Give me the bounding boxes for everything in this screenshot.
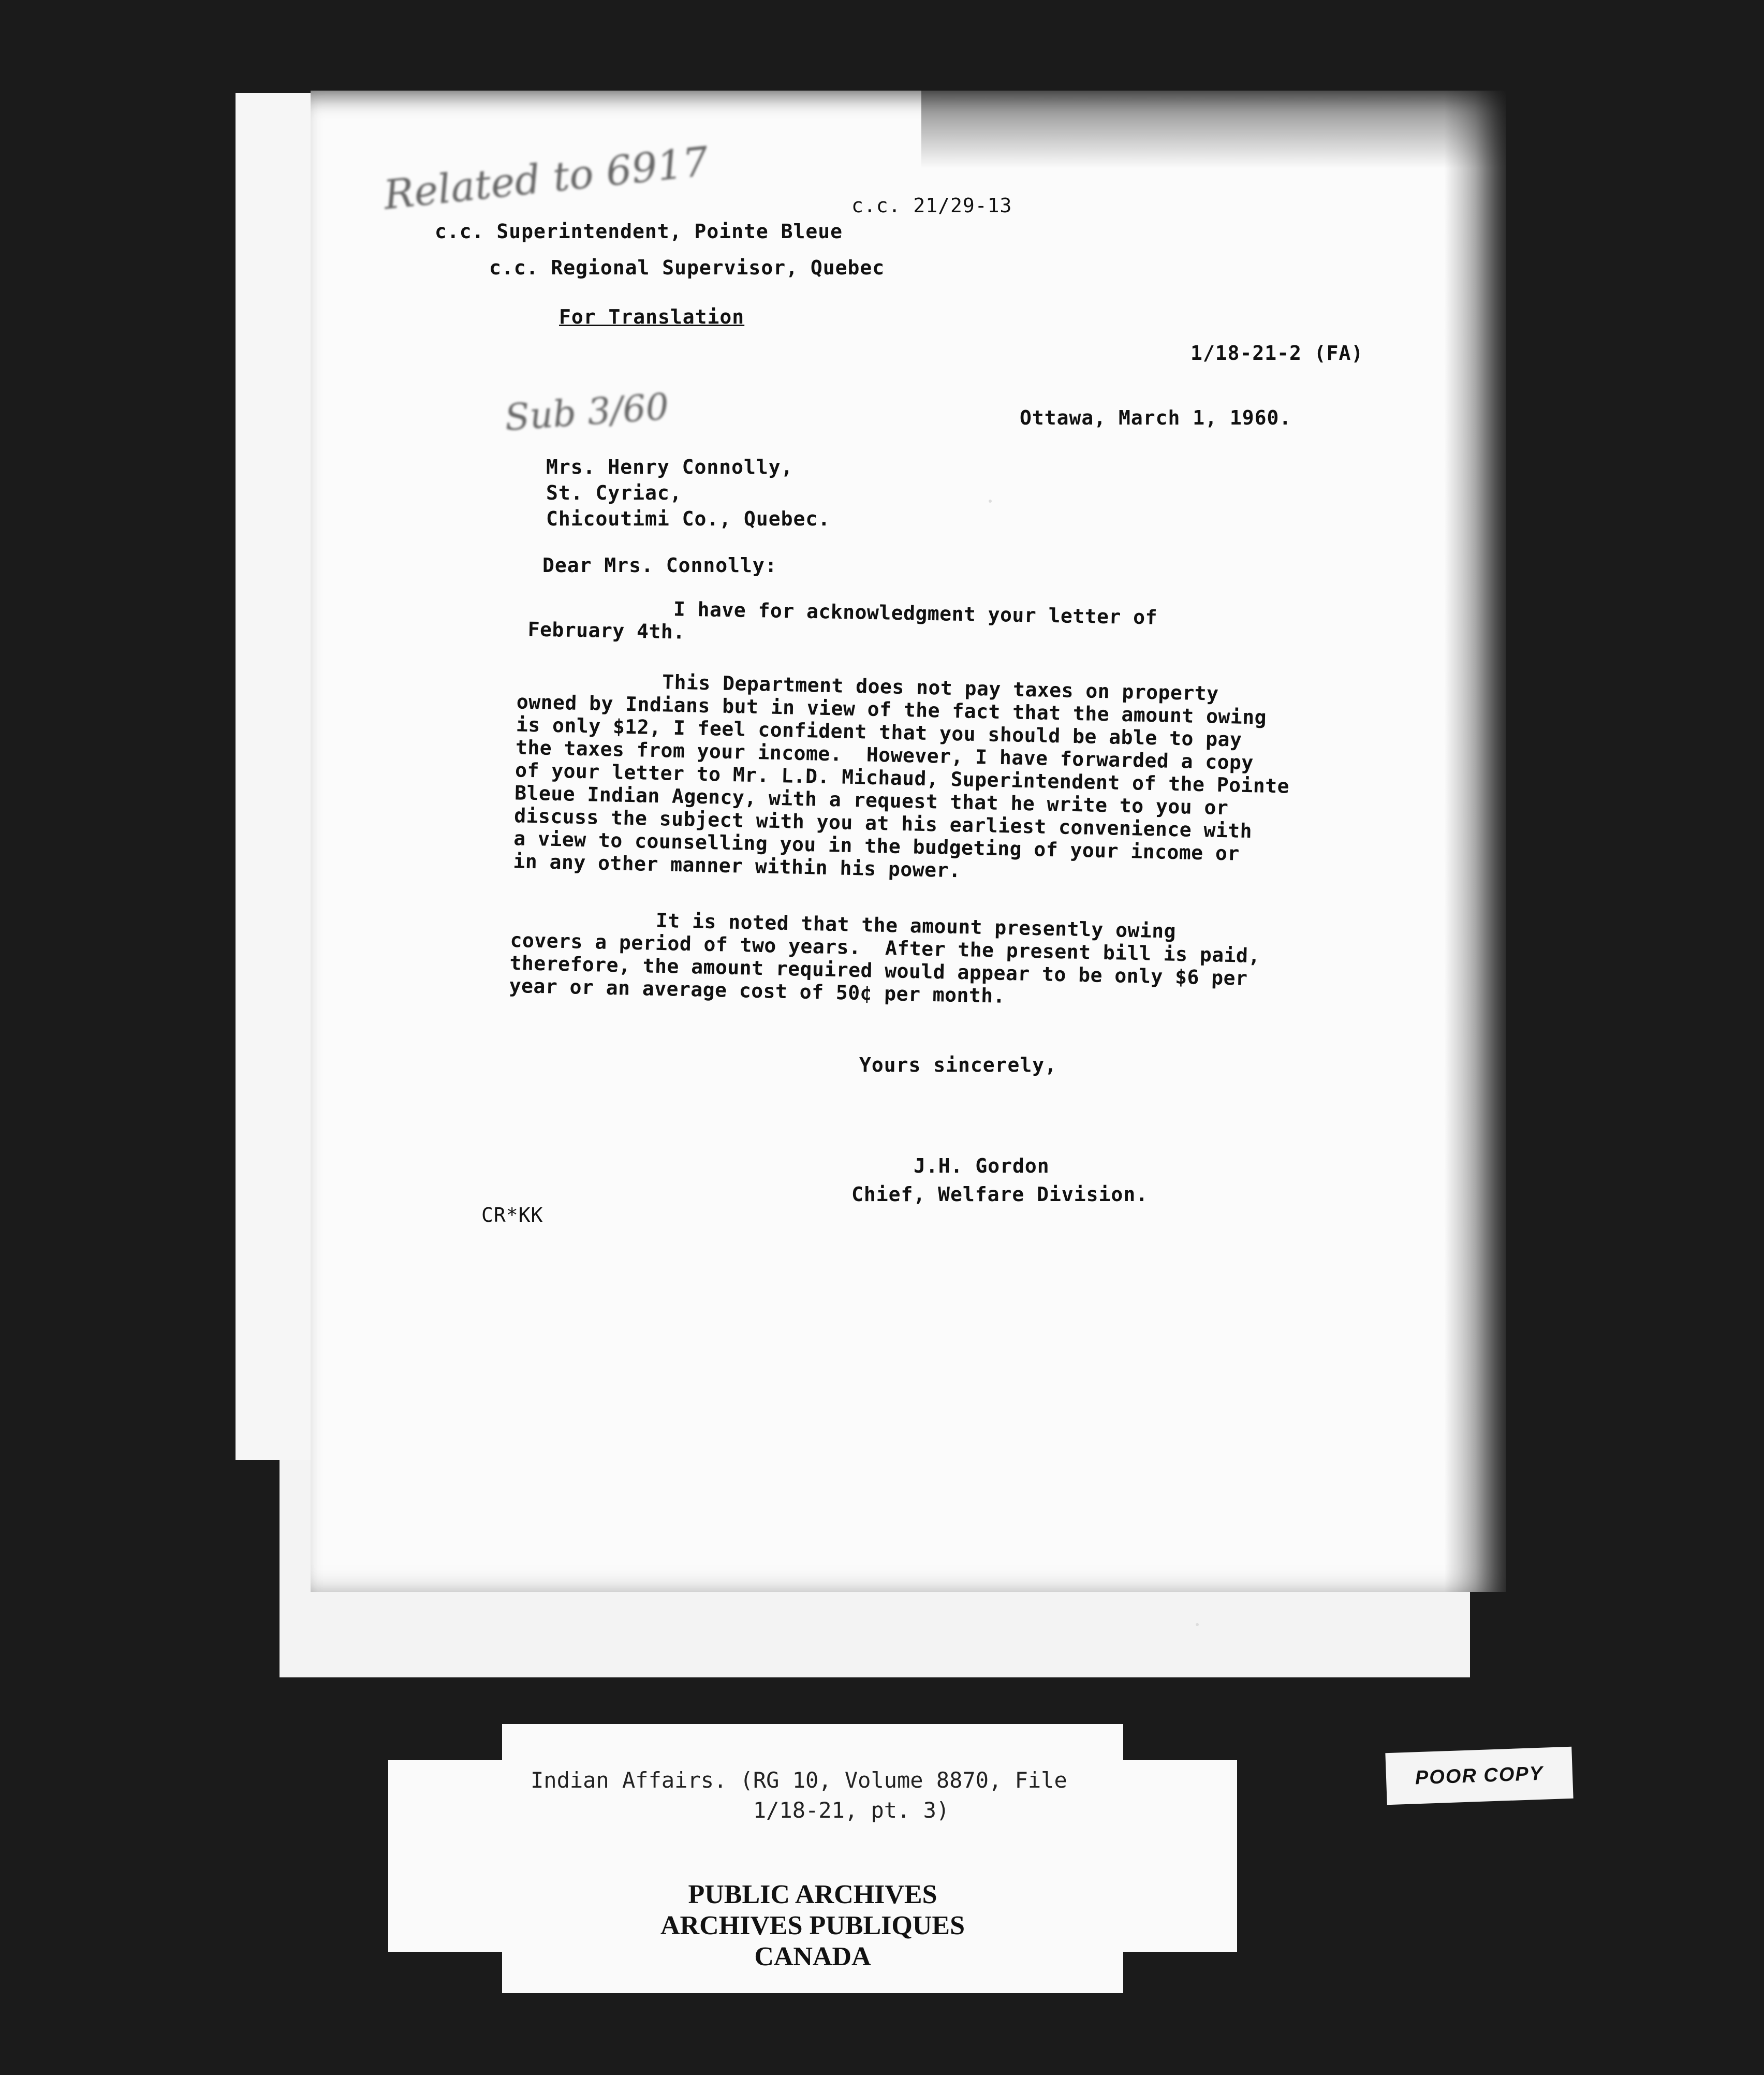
for-translation: For Translation bbox=[559, 305, 745, 328]
archive-line-3: CANADA bbox=[754, 1942, 871, 1971]
signatory-name: J.H. Gordon bbox=[914, 1155, 1050, 1177]
speck bbox=[989, 500, 992, 503]
label-tab-left bbox=[388, 1760, 507, 1952]
carbon-copy-file: c.c. 21/29-13 bbox=[851, 194, 1012, 217]
archive-name bbox=[502, 1879, 1123, 1972]
paragraph-3: It is noted that the amount presently owing covers a period of two years. After the present bill is paid, therefore, the amount required would appear to be only $6 per year or an average cost of 50¢ per month. bbox=[509, 905, 1261, 1007]
archive-line-2: ARCHIVES PUBLIQUES bbox=[660, 1911, 965, 1940]
salutation: Dear Mrs. Connolly: bbox=[542, 554, 777, 577]
underlying-sheet-edge bbox=[236, 93, 313, 1460]
closing: Yours sincerely, bbox=[859, 1054, 1057, 1076]
address-line-2: St. Cyriac, bbox=[546, 481, 682, 504]
speck bbox=[1196, 1623, 1199, 1626]
archive-reference: Indian Affairs. (RG 10, Volume 8870, File 1/18-21, pt. 3) bbox=[531, 1767, 1067, 1823]
page-shadow-top bbox=[921, 91, 1506, 168]
cc-superintendent: c.c. Superintendent, Pointe Bleue bbox=[435, 220, 843, 243]
address-line-1: Mrs. Henry Connolly, bbox=[546, 456, 793, 478]
archive-line-1: PUBLIC ARCHIVES bbox=[688, 1880, 937, 1909]
label-tab-right bbox=[1118, 1760, 1237, 1952]
cc-regional-supervisor: c.c. Regional Supervisor, Quebec bbox=[489, 256, 885, 279]
signatory-title: Chief, Welfare Division. bbox=[851, 1183, 1149, 1206]
file-reference: 1/18-21-2 (FA) bbox=[1190, 342, 1364, 364]
letter-page bbox=[311, 91, 1506, 1592]
handwritten-date: Sub 3/60 bbox=[503, 385, 670, 439]
typist-initials: CR*KK bbox=[481, 1204, 543, 1226]
archive-label bbox=[388, 1724, 1237, 1993]
page-shadow-edge bbox=[1444, 91, 1506, 1592]
address-line-3: Chicoutimi Co., Quebec. bbox=[546, 507, 831, 530]
label-card bbox=[502, 1724, 1123, 1993]
poor-copy-tag: POOR COPY bbox=[1385, 1747, 1573, 1805]
letter-date: Ottawa, March 1, 1960. bbox=[1020, 406, 1292, 429]
handwritten-note: Related to 6917 bbox=[381, 138, 711, 219]
paragraph-2: This Department does not pay taxes on property owned by Indians but in view of the fact that the amount owing is only $12, I feel confident that you should be able to pay the taxes from your income. However, I have forwarded a copy of your letter to Mr. L.D. Michaud, Superintendent of the Pointe Bleue Indian Agency, with a request that he write to you or discuss the subject with you at his earliest convenience with a view to counselling you in the budgeting of your income or in any other manner within his power. bbox=[513, 667, 1290, 882]
paragraph-1: I have for acknowledgment your letter of February 4th. bbox=[527, 595, 1158, 644]
